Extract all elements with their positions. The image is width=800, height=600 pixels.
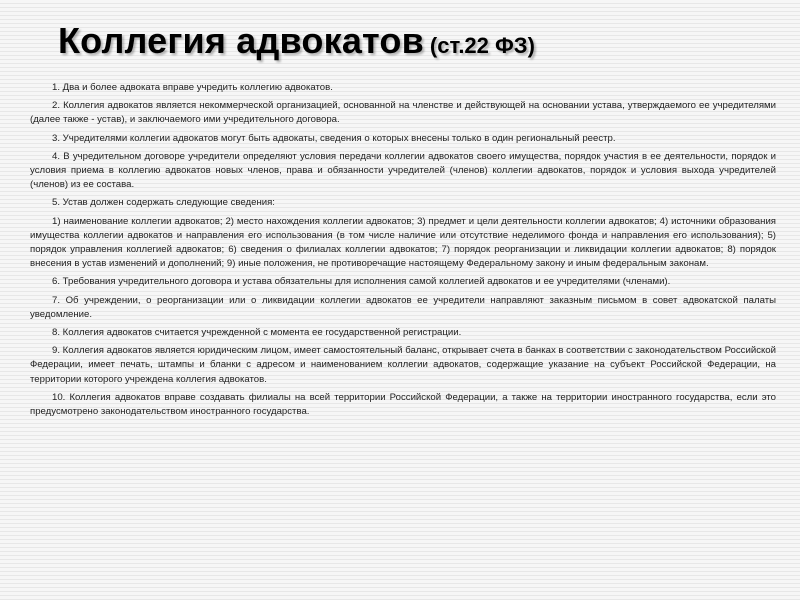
slide-title [58,20,535,62]
paragraph-10: 10. Коллегия адвокатов вправе создавать филиалы на всей территории Российской Федерации, а также на территории иностранного государства, если это предусмотрено законодательством иностранного государства. [30,391,776,418]
paragraph-9: 9. Коллегия адвокатов является юридическим лицом, имеет самостоятельный баланс, открывает счета в банках в соответствии с законодательством Российской Федерации, имеет печать, штампы и бланки с адресом и наименованием коллегии адвокатов, содержащие указание на субъект Российской Федерации, на территории которого учреждена коллегия адвокатов. [30,345,776,385]
paragraph-3: 3. Учредителями коллегии адвокатов могут быть адвокаты, сведения о которых внесены только в один региональный реестр. [52,132,616,144]
paragraph-2: 2. Коллегия адвокатов является некоммерческой организацией, основанной на членстве и действующей на основании устава, утверждаемого ее учредителями (далее также - устав), и заключаемого ими учредительного договора. [30,100,776,126]
slide-title-suffix: (ст.22 ФЗ) [429,33,535,58]
paragraph-4: 4. В учредительном договоре учредители определяют условия передачи коллегии адвокатов своего имущества, порядок участия в ее деятельности, порядок и условия приема в коллегию адвокатов новых членов, права и обязанности учредителей (членов) коллегии адвокатов, порядок и условия выхода учредителей (членов) из ее состава. [30,150,776,191]
paragraph-7: 7. Об учреждении, о реорганизации или о ликвидации коллегии адвокатов ее учредители направляют заказным письмом в совет адвокатской палаты уведомление. [30,294,776,320]
paragraph-5-list: 1) наименование коллегии адвокатов; 2) место нахождения коллегии адвокатов; 3) предмет и цели деятельности коллегии адвокатов; 4) источники образования имущества коллегии адвокатов и направления его использования (в том числе наличие или отсутствие неделимого фонда и направления его использования); 5) порядок управления коллегией адвокатов; 6) сведения о филиалах коллегии адвокатов; 7) порядок реорганизации и ликвидации коллегии адвокатов; 8) порядок внесения в устав изменений и дополнений; 9) иные положения, не противоречащие настоящему Федеральному закону и иным федеральным законам. [30,215,776,270]
slide-title-main: Коллегия адвокатов [58,20,424,61]
paragraph-6: 6. Требования учредительного договора и устава обязательны для исполнения самой коллегией адвокатов и ее учредителями (членами). [52,276,671,288]
paragraph-5: 5. Устав должен содержать следующие сведения: [52,197,275,209]
slide-body [30,81,776,423]
paragraph-1: 1. Два и более адвоката вправе учредить коллегию адвокатов. [52,82,333,93]
paragraph-8: 8. Коллегия адвокатов считается учрежденной с момента ее государственной регистрации. [52,327,462,339]
